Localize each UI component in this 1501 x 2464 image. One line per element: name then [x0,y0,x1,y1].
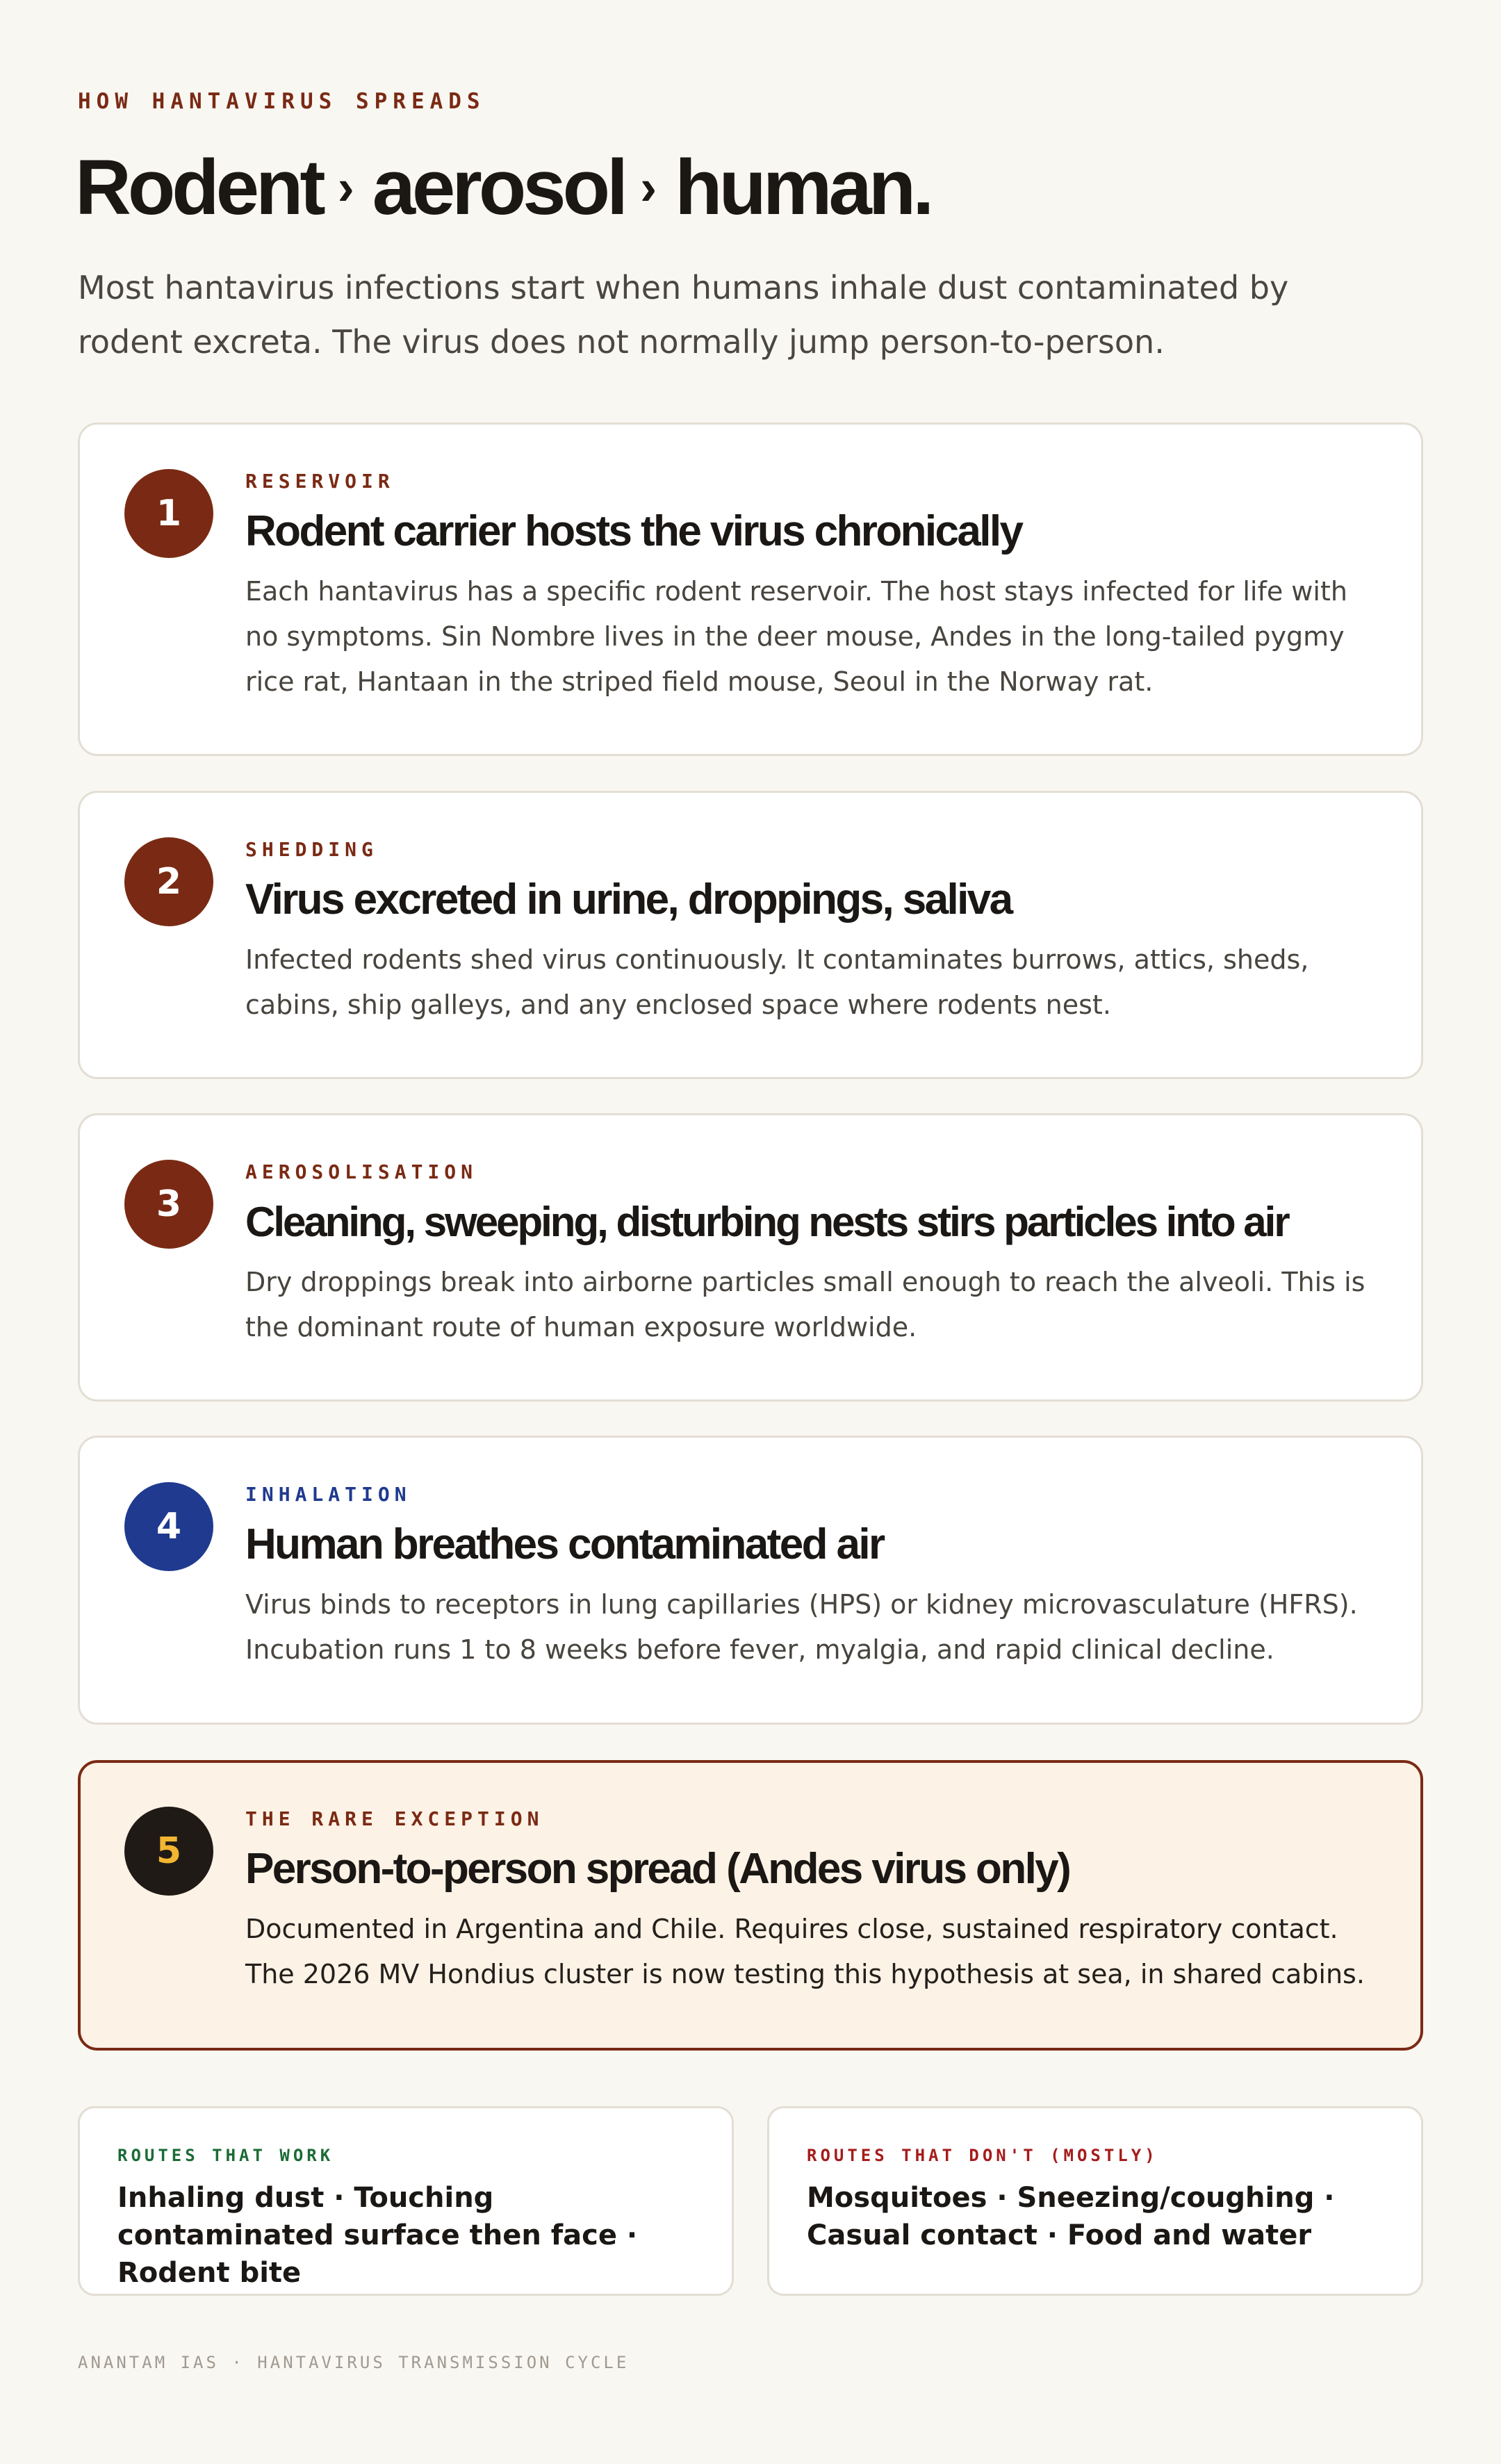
step-number-badge: 3 [124,1160,213,1249]
headline-part-rodent: Rodent [75,144,322,231]
step-title: Rodent carrier hosts the virus chronically [245,507,1022,555]
headline-part-aerosol: aerosol [372,144,625,231]
headline-part-human: human. [675,144,931,231]
step-title: Cleaning, sweeping, disturbing nests stirs particles into air [245,1199,1288,1245]
step-label: THE RARE EXCEPTION [245,1807,544,1830]
routes-that-work-box [78,2106,734,2296]
step-card-rare-exception [78,1760,1423,2051]
step-title: Person-to-person spread (Andes virus only) [245,1845,1070,1893]
step-number-badge: 4 [124,1482,213,1571]
routes-that-dont-box [767,2106,1423,2296]
chevron-right-icon: › [337,160,354,215]
routes-that-dont-list: Mosquitoes · Sneezing/coughing · Casual contact · Food and water [807,2182,1335,2251]
footer-credit: ANANTAM IAS · HANTAVIRUS TRANSMISSION CYCLE [78,2353,630,2372]
step-label: INHALATION [245,1483,411,1506]
step-number-badge: 5 [124,1807,213,1896]
step-title: Human breathes contaminated air [245,1520,884,1568]
section-eyebrow: HOW HANTAVIRUS SPREADS [78,89,486,114]
routes-that-work-label: ROUTES THAT WORK [117,2146,334,2165]
step-card-aerosolisation [78,1113,1423,1402]
page-title [75,139,930,236]
step-description: Documented in Argentina and Chile. Requires close, sustained respiratory contact. The 2026 MV Hondius cluster is now testing this hypothesis at sea, in shared cabins. [245,1914,1365,1989]
step-description: Infected rodents shed virus continuously. It contaminates burrows, attics, sheds, cabins, ship galleys, and any enclosed space where rodents nest. [245,944,1309,1020]
step-card-shedding [78,791,1423,1079]
step-label: SHEDDING [245,838,378,861]
intro-text: Most hantavirus infections start when humans inhale dust contaminated by rodent excreta. The virus does not normally jump person-to-person. [78,269,1289,361]
step-number-badge: 2 [124,837,213,926]
step-description: Dry droppings break into airborne particles small enough to reach the alveoli. This is the dominant route of human exposure worldwide. [245,1267,1365,1342]
step-description: Each hantavirus has a specific rodent reservoir. The host stays infected for life with no symptoms. Sin Nombre lives in the deer mouse, Andes in the long-tailed pygmy rice rat, Hantaan in the striped field mouse, Seoul in the Norway rat. [245,576,1347,697]
step-label: RESERVOIR [245,470,395,493]
step-card-inhalation [78,1436,1423,1725]
chevron-right-icon: › [640,160,657,215]
step-label: AEROSOLISATION [245,1160,478,1183]
step-card-reservoir [78,422,1423,756]
step-number-badge: 1 [124,469,213,558]
routes-that-dont-label: ROUTES THAT DON'T (MOSTLY) [807,2146,1158,2165]
step-description: Virus binds to receptors in lung capillaries (HPS) or kidney microvasculature (HFRS). Incubation runs 1 to 8 weeks before fever, myalgia, and rapid clinical decline. [245,1589,1358,1665]
routes-that-work-list: Inhaling dust · Touching contaminated surface then face · Rodent bite [117,2182,638,2289]
step-title: Virus excreted in urine, droppings, saliva [245,876,1012,923]
